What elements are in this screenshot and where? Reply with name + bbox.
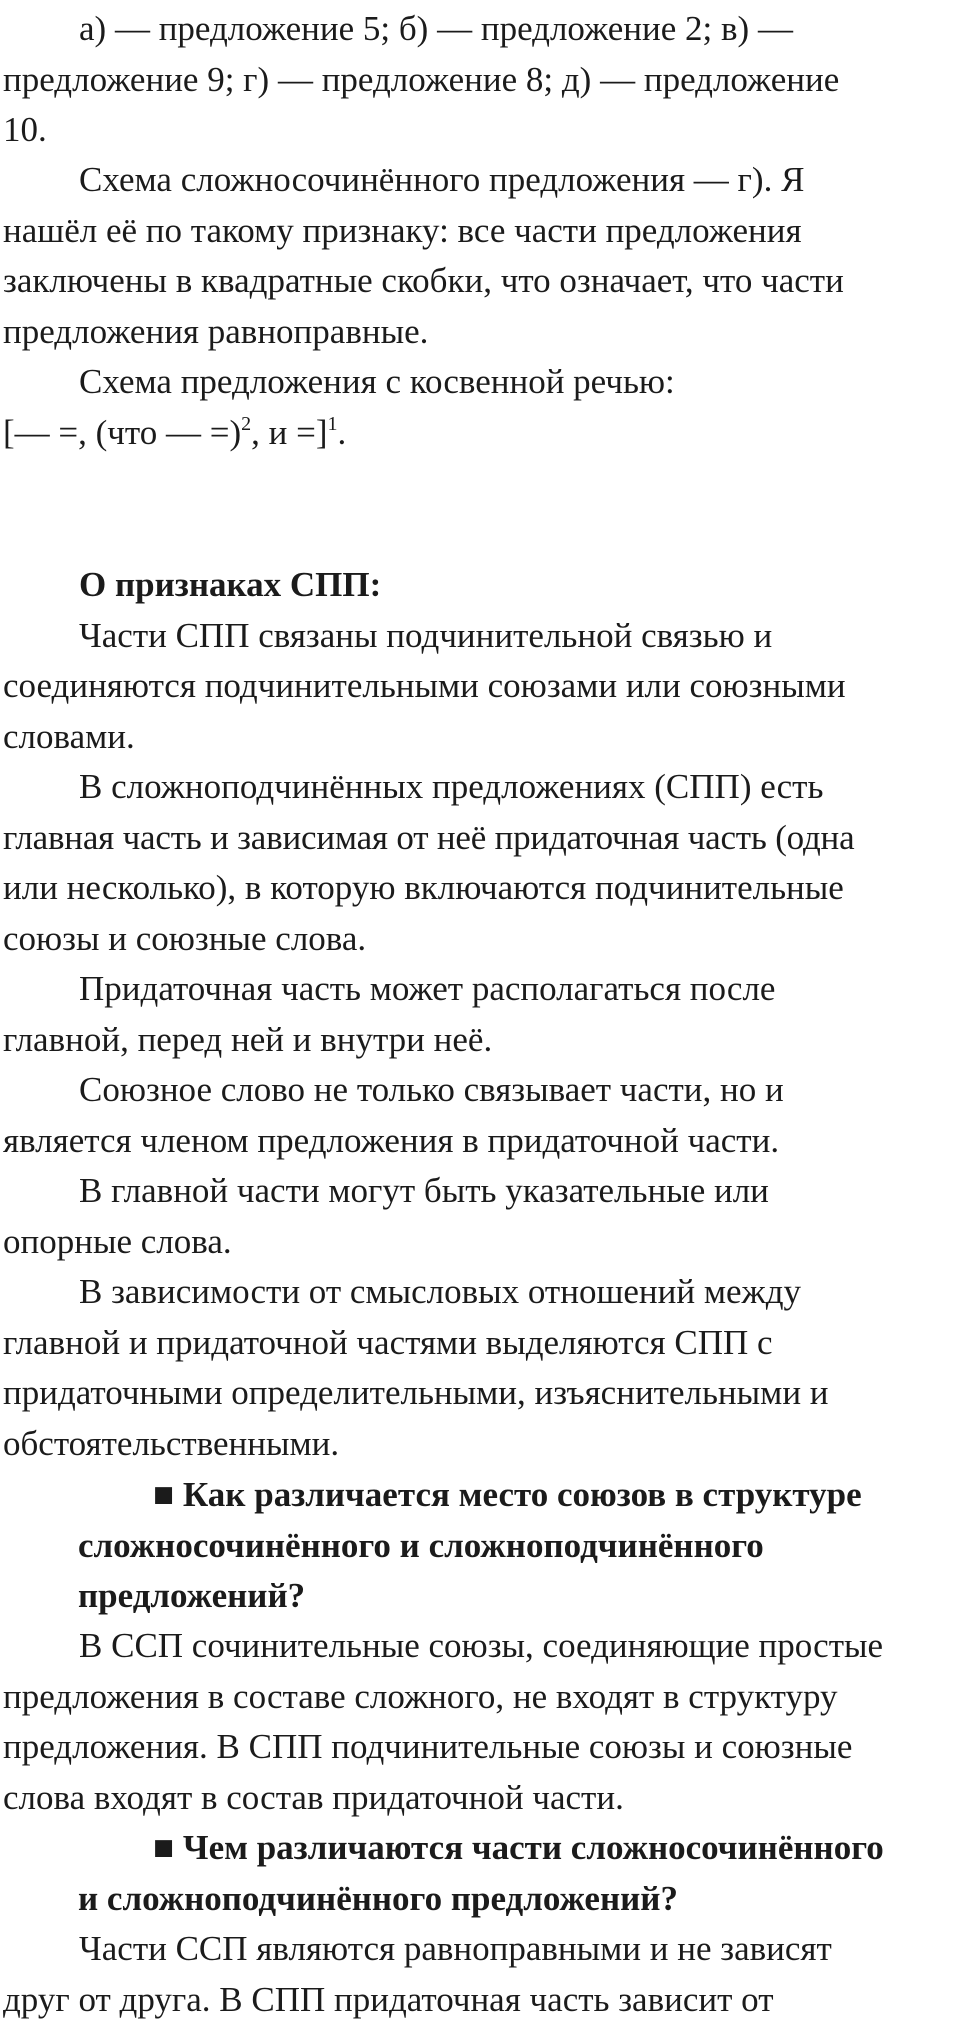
text-line: В ССП сочинительные союзы, соединяющие простые <box>79 1626 884 1665</box>
spp-paragraph-5 <box>3 1166 958 1267</box>
text-line: главной, перед ней и внутри неё. <box>3 1019 493 1059</box>
text-line: В сложноподчинённых предложениях (СПП) есть <box>79 767 824 806</box>
indirect-speech-heading: Схема предложения с косвенной речью: <box>79 362 675 401</box>
text-line: соединяются подчинительными союзами или союзными <box>3 666 846 705</box>
formula-end: . <box>337 412 347 452</box>
text-line: является членом предложения в придаточной части. <box>3 1120 780 1160</box>
spp-paragraph-1 <box>3 611 958 763</box>
spp-section <box>3 560 958 1469</box>
question-1-answer <box>3 1621 958 1823</box>
question-1-line-2: сложносочинённого и сложноподчинённого <box>78 1525 764 1565</box>
text-line: придаточными определительными, изъяснительными и <box>3 1373 829 1412</box>
formula-superscript-1: 2 <box>241 412 252 435</box>
text-line: Части ССП являются равноправными и не зависят <box>79 1929 832 1968</box>
question-1-line-1 <box>78 1470 958 1521</box>
spp-paragraph-3 <box>3 964 958 1065</box>
text-line: В главной части могут быть указательные или <box>79 1171 769 1210</box>
formula-superscript-2: 1 <box>327 412 338 435</box>
spp-paragraph-4 <box>3 1065 958 1166</box>
ssp-scheme-paragraph <box>3 155 958 357</box>
question-2-line-1 <box>78 1823 958 1874</box>
text-line: предложения в составе сложного, не входят в структуру <box>3 1676 838 1716</box>
answers-paragraph <box>3 4 958 156</box>
text-line: В зависимости от смысловых отношений между <box>79 1272 802 1311</box>
ssp-scheme-line-2: нашёл её по такому признаку: все части предложения <box>3 210 802 250</box>
text-line: главная часть и зависимая от неё придаточная часть (одна <box>3 817 855 857</box>
answers-line-2: предложение 9; г) — предложение 8; д) — предложение <box>3 59 840 99</box>
question-bullet-icon: ■ <box>153 1828 175 1867</box>
text-line: Союзное слово не только связывает части, но и <box>79 1070 784 1109</box>
question-bullet-icon: ■ <box>153 1475 175 1514</box>
answers-line-1: а) — предложение 5; б) — предложение 2; в) — <box>79 9 793 48</box>
text-line: обстоятельственными. <box>3 1423 340 1463</box>
question-1-text: Как различается место союзов в структуре <box>182 1475 862 1514</box>
spp-paragraph-6 <box>3 1267 958 1469</box>
text-line: или несколько), в которую включаются подчинительные <box>3 868 844 907</box>
text-line: главной и придаточной частями выделяются СПП с <box>3 1322 773 1362</box>
text-line: предложения. В СПП подчинительные союзы и союзные <box>3 1727 853 1766</box>
text-line: опорные слова. <box>3 1221 232 1261</box>
answers-line-3: 10. <box>3 110 47 149</box>
ssp-scheme-line-3: заключены в квадратные скобки, что означает, что части <box>3 261 844 300</box>
ssp-scheme-line-1: Схема сложносочинённого предложения — г). Я <box>79 160 805 199</box>
formula-part-1: [— =, (что — =) <box>3 412 242 452</box>
spp-paragraph-2 <box>3 762 958 964</box>
indirect-speech-formula <box>3 408 958 459</box>
question-2 <box>78 1823 958 1924</box>
question-2-answer <box>3 1924 958 2021</box>
text-line: друг от друга. В СПП придаточная часть зависит от <box>3 1979 774 2019</box>
question-2-line-2: и сложноподчинённого предложений? <box>78 1878 678 1918</box>
text-line: союзы и союзные слова. <box>3 918 367 958</box>
text-line: слова входят в состав придаточной части. <box>3 1777 624 1817</box>
ssp-scheme-line-4: предложения равноправные. <box>3 311 429 351</box>
text-line: Части СПП связаны подчинительной связью и <box>79 615 773 655</box>
question-1 <box>78 1470 958 1622</box>
indirect-speech-scheme <box>3 357 958 458</box>
spp-heading: О признаках СПП: <box>79 565 382 604</box>
formula-part-2: , и =] <box>251 412 328 452</box>
question-2-text: Чем различаются части сложносочинённого <box>182 1828 884 1867</box>
question-1-line-3: предложений? <box>78 1576 306 1615</box>
text-line: словами. <box>3 716 135 756</box>
text-line: Придаточная часть может располагаться после <box>79 969 776 1008</box>
